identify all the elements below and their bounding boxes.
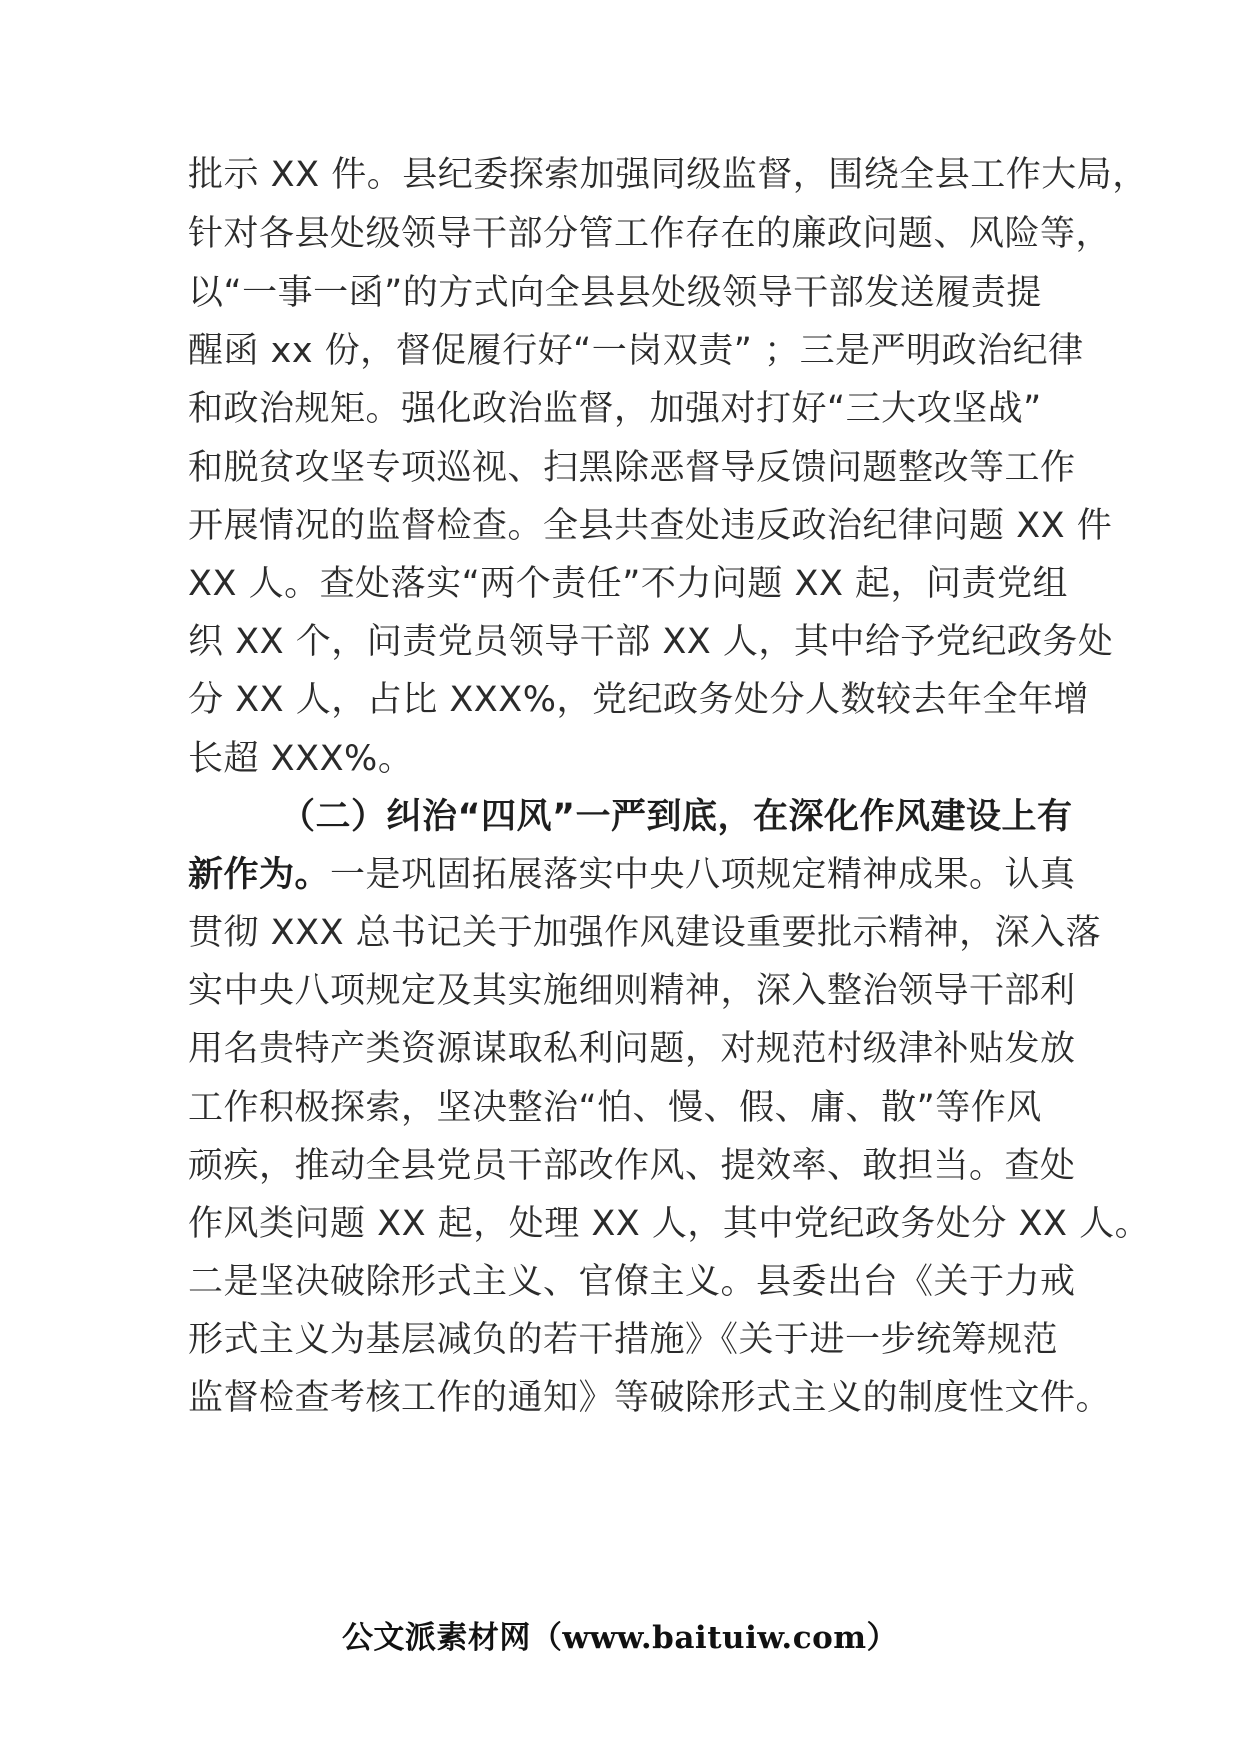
body-line: 和脱贫攻坚专项巡视、扫黑除恶督导反馈问题整改等工作 — [188, 448, 1076, 488]
body-line: 作风类问题 XX 起，处理 XX 人，其中党纪政务处分 XX 人。 — [188, 1204, 1151, 1244]
body-line: 二是坚决破除形式主义、官僚主义。县委出台《关于力戒 — [188, 1262, 1076, 1302]
body-line: 开展情况的监督检查。全县共查处违反政治纪律问题 XX 件 — [188, 506, 1113, 546]
body-line: 形式主义为基层减负的若干措施》《关于进一步统筹规范 — [188, 1320, 1059, 1360]
body-line: 醒函 xx 份，督促履行好“一岗双责” ；三是严明政治纪律 — [188, 331, 1084, 371]
body-line: 监督检查考核工作的通知》等破除形式主义的制度性文件。 — [188, 1378, 1112, 1418]
body-line: 顽疾，推动全县党员干部改作风、提效率、敢担当。查处 — [188, 1146, 1076, 1186]
footer-watermark: 公文派素材网（www.baituiw.com） — [341, 1620, 899, 1656]
heading-continuation-line — [188, 852, 1076, 898]
section-heading-tail: 新作为。 — [188, 855, 331, 895]
section-heading: （二）纠治“四风”一严到底，在深化作风建设上有 — [280, 797, 1073, 837]
body-line: 工作积极探索，坚决整治“怕、慢、假、庸、散”等作风 — [188, 1088, 1042, 1128]
body-line: 长超 XXX%。 — [188, 739, 414, 779]
body-line: 分 XX 人，占比 XXX%，党纪政务处分人数较去年全年增 — [188, 680, 1090, 720]
body-line: 贯彻 XXX 总书记关于加强作风建设重要批示精神，深入落 — [188, 913, 1102, 953]
body-line: 和政治规矩。强化政治监督，加强对打好“三大攻坚战” — [188, 389, 1042, 429]
body-text: 一是巩固拓展落实中央八项规定精神成果。认真 — [330, 855, 1076, 895]
body-line: 织 XX 个，问责党员领导干部 XX 人，其中给予党纪政务处 — [188, 622, 1114, 662]
body-line: XX 人。查处落实“两个责任”不力问题 XX 起，问责党组 — [188, 564, 1069, 604]
body-line: 用名贵特产类资源谋取私利问题，对规范村级津补贴发放 — [188, 1029, 1076, 1069]
body-line: 针对各县处级领导干部分管工作存在的廉政问题、风险等， — [188, 214, 1112, 254]
body-line: 批示 XX 件。县纪委探索加强同级监督，围绕全县工作大局， — [188, 155, 1148, 195]
body-line: 实中央八项规定及其实施细则精神，深入整治领导干部利 — [188, 971, 1076, 1011]
body-line: 以“一事一函”的方式向全县县处级领导干部发送履责提 — [188, 273, 1042, 313]
